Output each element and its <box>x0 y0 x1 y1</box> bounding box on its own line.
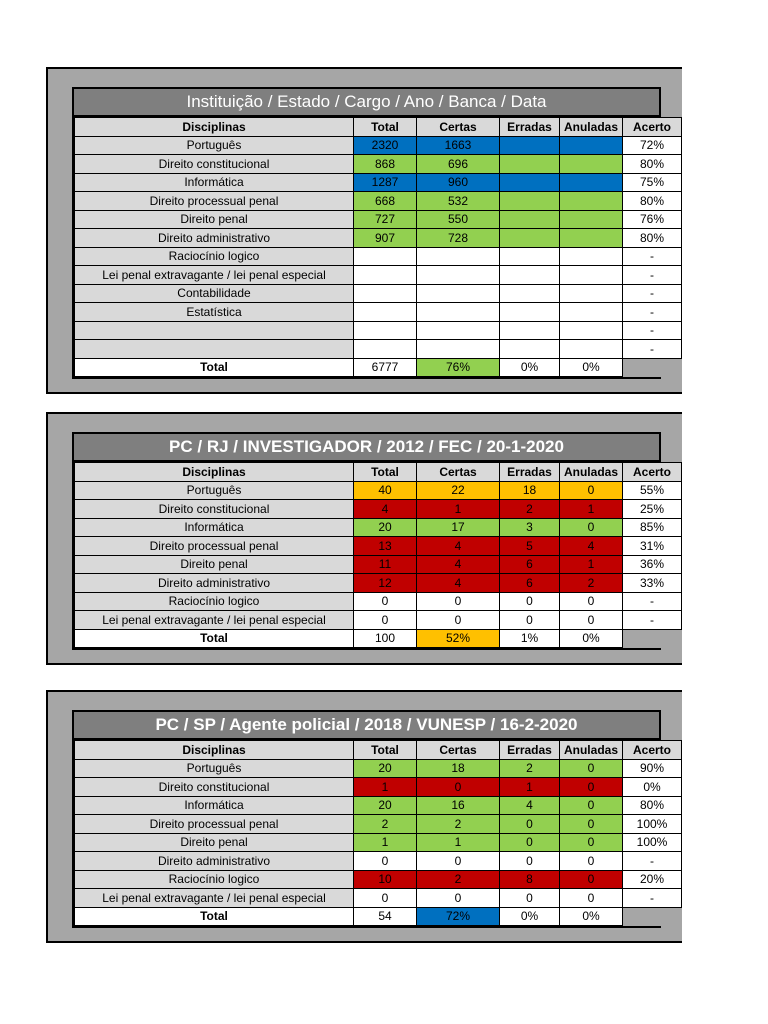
column-header: Certas <box>417 741 500 760</box>
acerto-cell: 80% <box>623 192 682 211</box>
anuladas-cell <box>560 155 623 174</box>
column-header: Acerto <box>623 741 682 760</box>
discipline-cell: Lei penal extravagante / lei penal especial <box>75 889 354 908</box>
anuladas-cell: 1 <box>560 555 623 574</box>
table-row <box>75 210 682 229</box>
table-row <box>75 136 682 155</box>
total-cell: 20 <box>354 759 417 778</box>
erradas-cell: 6 <box>500 574 560 593</box>
anuladas-cell: 0 <box>560 852 623 871</box>
acerto-cell: 33% <box>623 574 682 593</box>
total-row <box>75 358 682 377</box>
column-header: Certas <box>417 118 500 137</box>
score-table-3 <box>72 710 671 928</box>
certas-cell: 960 <box>417 173 500 192</box>
discipline-cell: Direito administrativo <box>75 574 354 593</box>
acerto-cell: 75% <box>623 173 682 192</box>
acerto-cell: - <box>623 321 682 340</box>
total-certas-cell: 52% <box>417 629 500 648</box>
acerto-cell: 36% <box>623 555 682 574</box>
acerto-cell: 80% <box>623 796 682 815</box>
column-header: Acerto <box>623 118 682 137</box>
table-row <box>75 155 682 174</box>
anuladas-cell: 1 <box>560 500 623 519</box>
acerto-cell: 55% <box>623 481 682 500</box>
certas-cell: 2 <box>417 870 500 889</box>
column-header: Disciplinas <box>75 741 354 760</box>
table-row <box>75 229 682 248</box>
table-row <box>75 815 682 834</box>
table-row <box>75 284 682 303</box>
total-cell <box>354 247 417 266</box>
anuladas-cell <box>560 284 623 303</box>
erradas-cell: 0 <box>500 852 560 871</box>
erradas-cell <box>500 321 560 340</box>
total-cell: 0 <box>354 889 417 908</box>
total-label: Total <box>75 358 354 377</box>
discipline-cell: Raciocínio logico <box>75 247 354 266</box>
certas-cell: 22 <box>417 481 500 500</box>
erradas-cell: 0 <box>500 889 560 908</box>
certas-cell: 1 <box>417 833 500 852</box>
anuladas-cell: 0 <box>560 815 623 834</box>
certas-cell: 0 <box>417 778 500 797</box>
acerto-cell: 100% <box>623 833 682 852</box>
discipline-cell: Português <box>75 759 354 778</box>
certas-cell: 0 <box>417 852 500 871</box>
total-erradas-cell: 1% <box>500 629 560 648</box>
certas-cell <box>417 266 500 285</box>
erradas-cell: 2 <box>500 500 560 519</box>
table-row <box>75 266 682 285</box>
anuladas-cell: 0 <box>560 889 623 908</box>
discipline-cell: Português <box>75 136 354 155</box>
acerto-cell: 20% <box>623 870 682 889</box>
certas-cell <box>417 303 500 322</box>
anuladas-cell: 0 <box>560 778 623 797</box>
total-total-cell: 54 <box>354 907 417 926</box>
acerto-cell: - <box>623 284 682 303</box>
erradas-cell: 5 <box>500 537 560 556</box>
acerto-cell: - <box>623 303 682 322</box>
discipline-cell: Direito constitucional <box>75 500 354 519</box>
table-row <box>75 759 682 778</box>
certas-cell: 1663 <box>417 136 500 155</box>
erradas-cell: 2 <box>500 759 560 778</box>
certas-cell <box>417 247 500 266</box>
discipline-cell <box>75 321 354 340</box>
acerto-cell: - <box>623 340 682 359</box>
anuladas-cell: 0 <box>560 481 623 500</box>
header-row <box>75 463 682 482</box>
table-row <box>75 518 682 537</box>
certas-cell: 1 <box>417 500 500 519</box>
total-cell: 13 <box>354 537 417 556</box>
erradas-cell <box>500 136 560 155</box>
discipline-cell: Contabilidade <box>75 284 354 303</box>
table-row <box>75 796 682 815</box>
certas-cell <box>417 321 500 340</box>
certas-cell: 17 <box>417 518 500 537</box>
certas-cell: 16 <box>417 796 500 815</box>
erradas-cell <box>500 210 560 229</box>
column-header: Anuladas <box>560 741 623 760</box>
acerto-cell: 85% <box>623 518 682 537</box>
erradas-cell: 0 <box>500 815 560 834</box>
score-table-1 <box>72 87 671 379</box>
table-row <box>75 340 682 359</box>
anuladas-cell <box>560 340 623 359</box>
table-row <box>75 537 682 556</box>
column-header: Disciplinas <box>75 463 354 482</box>
discipline-cell: Informática <box>75 518 354 537</box>
total-anuladas-cell: 0% <box>560 629 623 648</box>
anuladas-cell <box>560 136 623 155</box>
panel-1 <box>46 67 682 394</box>
certas-cell: 0 <box>417 889 500 908</box>
column-header: Erradas <box>500 463 560 482</box>
discipline-cell: Direito administrativo <box>75 852 354 871</box>
acerto-cell: 25% <box>623 500 682 519</box>
erradas-cell: 0 <box>500 592 560 611</box>
acerto-cell: 76% <box>623 210 682 229</box>
panel-2 <box>46 412 682 665</box>
certas-cell: 532 <box>417 192 500 211</box>
certas-cell: 2 <box>417 815 500 834</box>
discipline-cell: Informática <box>75 796 354 815</box>
anuladas-cell <box>560 321 623 340</box>
table-row <box>75 574 682 593</box>
table-header <box>75 741 682 760</box>
total-total-cell: 6777 <box>354 358 417 377</box>
total-cell: 0 <box>354 852 417 871</box>
table-row <box>75 303 682 322</box>
table-body <box>75 481 682 648</box>
total-erradas-cell: 0% <box>500 358 560 377</box>
discipline-cell: Direito processual penal <box>75 815 354 834</box>
total-cell: 2 <box>354 815 417 834</box>
anuladas-cell <box>560 173 623 192</box>
table-row <box>75 321 682 340</box>
table-row <box>75 555 682 574</box>
total-cell: 0 <box>354 611 417 630</box>
discipline-cell: Raciocínio logico <box>75 870 354 889</box>
empty-tail-cell <box>623 629 682 648</box>
discipline-cell: Direito processual penal <box>75 537 354 556</box>
certas-cell: 18 <box>417 759 500 778</box>
anuladas-cell: 0 <box>560 759 623 778</box>
acerto-cell: - <box>623 611 682 630</box>
anuladas-cell <box>560 210 623 229</box>
acerto-cell: - <box>623 889 682 908</box>
total-cell: 12 <box>354 574 417 593</box>
certas-cell: 696 <box>417 155 500 174</box>
acerto-cell: 100% <box>623 815 682 834</box>
table-title: PC / RJ / INVESTIGADOR / 2012 / FEC / 20-1-2020 <box>74 434 659 462</box>
table-row <box>75 592 682 611</box>
anuladas-cell: 0 <box>560 518 623 537</box>
erradas-cell <box>500 340 560 359</box>
total-anuladas-cell: 0% <box>560 358 623 377</box>
total-cell <box>354 266 417 285</box>
discipline-cell: Direito administrativo <box>75 229 354 248</box>
total-cell: 668 <box>354 192 417 211</box>
column-header: Total <box>354 118 417 137</box>
erradas-cell: 4 <box>500 796 560 815</box>
total-row <box>75 629 682 648</box>
column-header: Total <box>354 741 417 760</box>
total-anuladas-cell: 0% <box>560 907 623 926</box>
anuladas-cell <box>560 266 623 285</box>
certas-cell: 550 <box>417 210 500 229</box>
table-row <box>75 481 682 500</box>
erradas-cell <box>500 303 560 322</box>
total-erradas-cell: 0% <box>500 907 560 926</box>
certas-cell: 4 <box>417 537 500 556</box>
anuladas-cell: 4 <box>560 537 623 556</box>
erradas-cell: 8 <box>500 870 560 889</box>
total-cell: 1287 <box>354 173 417 192</box>
table-row <box>75 852 682 871</box>
column-header: Disciplinas <box>75 118 354 137</box>
total-cell <box>354 303 417 322</box>
table-row <box>75 778 682 797</box>
certas-cell <box>417 340 500 359</box>
acerto-cell: 72% <box>623 136 682 155</box>
total-cell: 4 <box>354 500 417 519</box>
header-row <box>75 741 682 760</box>
table-grid <box>74 117 682 377</box>
anuladas-cell <box>560 229 623 248</box>
discipline-cell: Estatística <box>75 303 354 322</box>
total-cell: 10 <box>354 870 417 889</box>
table-grid <box>74 462 682 648</box>
total-cell: 727 <box>354 210 417 229</box>
column-header: Total <box>354 463 417 482</box>
discipline-cell: Português <box>75 481 354 500</box>
acerto-cell: - <box>623 266 682 285</box>
anuladas-cell: 0 <box>560 833 623 852</box>
column-header: Erradas <box>500 118 560 137</box>
erradas-cell <box>500 229 560 248</box>
table-row <box>75 500 682 519</box>
total-label: Total <box>75 629 354 648</box>
erradas-cell <box>500 173 560 192</box>
certas-cell: 0 <box>417 592 500 611</box>
table-title: PC / SP / Agente policial / 2018 / VUNESP / 16-2-2020 <box>74 712 659 740</box>
erradas-cell <box>500 155 560 174</box>
table-header <box>75 118 682 137</box>
discipline-cell <box>75 340 354 359</box>
discipline-cell: Direito constitucional <box>75 778 354 797</box>
column-header: Certas <box>417 463 500 482</box>
discipline-cell: Direito penal <box>75 833 354 852</box>
total-cell: 0 <box>354 592 417 611</box>
table-row <box>75 611 682 630</box>
column-header: Acerto <box>623 463 682 482</box>
anuladas-cell <box>560 247 623 266</box>
table-body <box>75 136 682 377</box>
acerto-cell: 0% <box>623 778 682 797</box>
erradas-cell: 1 <box>500 778 560 797</box>
anuladas-cell: 0 <box>560 796 623 815</box>
total-certas-cell: 76% <box>417 358 500 377</box>
total-cell: 20 <box>354 518 417 537</box>
total-label: Total <box>75 907 354 926</box>
discipline-cell: Direito processual penal <box>75 192 354 211</box>
discipline-cell: Informática <box>75 173 354 192</box>
acerto-cell: 80% <box>623 155 682 174</box>
total-cell: 1 <box>354 833 417 852</box>
discipline-cell: Lei penal extravagante / lei penal especial <box>75 611 354 630</box>
total-row <box>75 907 682 926</box>
total-cell <box>354 340 417 359</box>
header-row <box>75 118 682 137</box>
total-cell: 40 <box>354 481 417 500</box>
table-row <box>75 833 682 852</box>
anuladas-cell <box>560 303 623 322</box>
erradas-cell: 0 <box>500 833 560 852</box>
acerto-cell: 31% <box>623 537 682 556</box>
total-cell: 20 <box>354 796 417 815</box>
discipline-cell: Direito penal <box>75 555 354 574</box>
acerto-cell: - <box>623 247 682 266</box>
certas-cell: 0 <box>417 611 500 630</box>
erradas-cell <box>500 192 560 211</box>
table-row <box>75 247 682 266</box>
acerto-cell: - <box>623 852 682 871</box>
table-grid <box>74 740 682 926</box>
total-certas-cell: 72% <box>417 907 500 926</box>
erradas-cell <box>500 284 560 303</box>
discipline-cell: Raciocínio logico <box>75 592 354 611</box>
table-row <box>75 173 682 192</box>
total-cell: 11 <box>354 555 417 574</box>
table-body <box>75 759 682 926</box>
total-total-cell: 100 <box>354 629 417 648</box>
total-cell: 907 <box>354 229 417 248</box>
certas-cell: 728 <box>417 229 500 248</box>
anuladas-cell: 0 <box>560 870 623 889</box>
panel-3 <box>46 690 682 943</box>
anuladas-cell: 0 <box>560 592 623 611</box>
acerto-cell: 90% <box>623 759 682 778</box>
column-header: Erradas <box>500 741 560 760</box>
table-row <box>75 192 682 211</box>
anuladas-cell <box>560 192 623 211</box>
table-row <box>75 870 682 889</box>
discipline-cell: Lei penal extravagante / lei penal especial <box>75 266 354 285</box>
column-header: Anuladas <box>560 118 623 137</box>
empty-tail-cell <box>623 358 682 377</box>
empty-tail-cell <box>623 907 682 926</box>
erradas-cell: 6 <box>500 555 560 574</box>
total-cell <box>354 321 417 340</box>
score-table-2 <box>72 432 671 650</box>
erradas-cell: 0 <box>500 611 560 630</box>
certas-cell: 4 <box>417 555 500 574</box>
table-title: Instituição / Estado / Cargo / Ano / Banca / Data <box>74 89 659 117</box>
total-cell: 1 <box>354 778 417 797</box>
table-row <box>75 889 682 908</box>
discipline-cell: Direito penal <box>75 210 354 229</box>
total-cell: 868 <box>354 155 417 174</box>
acerto-cell: - <box>623 592 682 611</box>
certas-cell: 4 <box>417 574 500 593</box>
table-header <box>75 463 682 482</box>
erradas-cell: 18 <box>500 481 560 500</box>
column-header: Anuladas <box>560 463 623 482</box>
acerto-cell: 80% <box>623 229 682 248</box>
total-cell: 2320 <box>354 136 417 155</box>
certas-cell <box>417 284 500 303</box>
erradas-cell: 3 <box>500 518 560 537</box>
discipline-cell: Direito constitucional <box>75 155 354 174</box>
erradas-cell <box>500 266 560 285</box>
anuladas-cell: 0 <box>560 611 623 630</box>
erradas-cell <box>500 247 560 266</box>
anuladas-cell: 2 <box>560 574 623 593</box>
total-cell <box>354 284 417 303</box>
